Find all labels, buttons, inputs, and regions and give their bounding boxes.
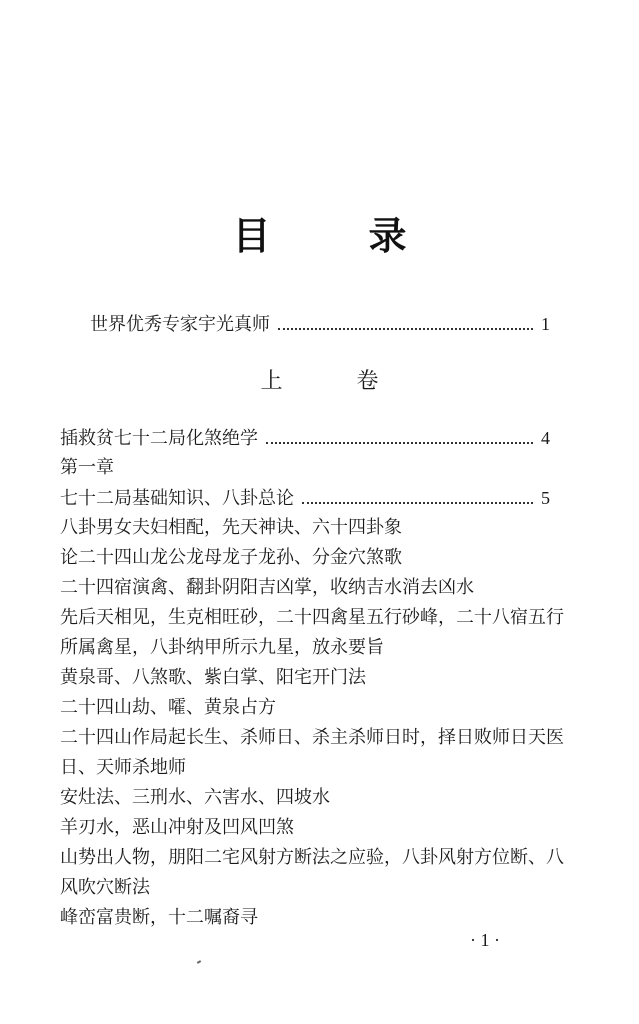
toc-page-number: 4 <box>541 428 550 448</box>
toc-line: 山势出人物，朋阳二宅风射方断法之应验，八卦风射方位断、八 <box>60 847 564 868</box>
toc-page-number: 1 <box>541 314 550 334</box>
page-number: · 1 · <box>470 930 500 950</box>
toc-line: 所属禽星，八卦纳甲所示九星，放永要旨 <box>60 637 384 658</box>
toc-line: 日、天师杀地师 <box>60 757 186 778</box>
page-title: 目 录 <box>232 214 437 258</box>
toc-entry-front <box>90 310 550 339</box>
dot-leader <box>278 328 533 330</box>
dot-leader <box>302 502 533 504</box>
chapter-heading: 第一章 <box>60 457 114 478</box>
toc-entry-text: 世界优秀专家宇光真师 <box>90 314 270 335</box>
toc-line: 二十四山作局起长生、杀师日、杀主杀师日时，择日败师日天医 <box>60 727 564 748</box>
toc-line: 风吹穴断法 <box>60 877 150 898</box>
toc-line: 黄泉哥、八煞歌、紫白掌、阳宅开门法 <box>60 667 366 688</box>
toc-page-number: 5 <box>541 488 550 508</box>
toc-line: 先后天相见，生克相旺砂，二十四禽星五行砂峰，二十八宿五行 <box>60 607 564 628</box>
toc-line: 安灶法、三刑水、六害水、四坡水 <box>60 787 330 808</box>
toc-line: 二十四山劫、嚯、黄泉占方 <box>60 697 276 718</box>
toc-line: 峰峦富贵断，十二嘱裔寻 <box>60 907 258 928</box>
toc-entry <box>60 484 550 513</box>
toc-entry <box>60 424 550 453</box>
toc-entry-text: 七十二局基础知识、八卦总论 <box>60 488 294 509</box>
toc-line: 论二十四山龙公龙母龙子龙孙、分金穴煞歌 <box>60 547 402 568</box>
scan-speck <box>197 960 201 964</box>
dot-leader <box>266 442 533 444</box>
toc-line: 八卦男女夫妇相配，先天神诀、六十四卦象 <box>60 517 402 538</box>
toc-line: 二十四宿演禽、翻卦阴阳吉凶掌，收纳吉水消去凶水 <box>60 577 474 598</box>
toc-line: 羊刃水，恶山冲射及凹风凹煞 <box>60 817 294 838</box>
section-title: 上 卷 <box>260 369 405 394</box>
toc-entry-text: 插救贫七十二局化煞绝学 <box>60 428 258 449</box>
